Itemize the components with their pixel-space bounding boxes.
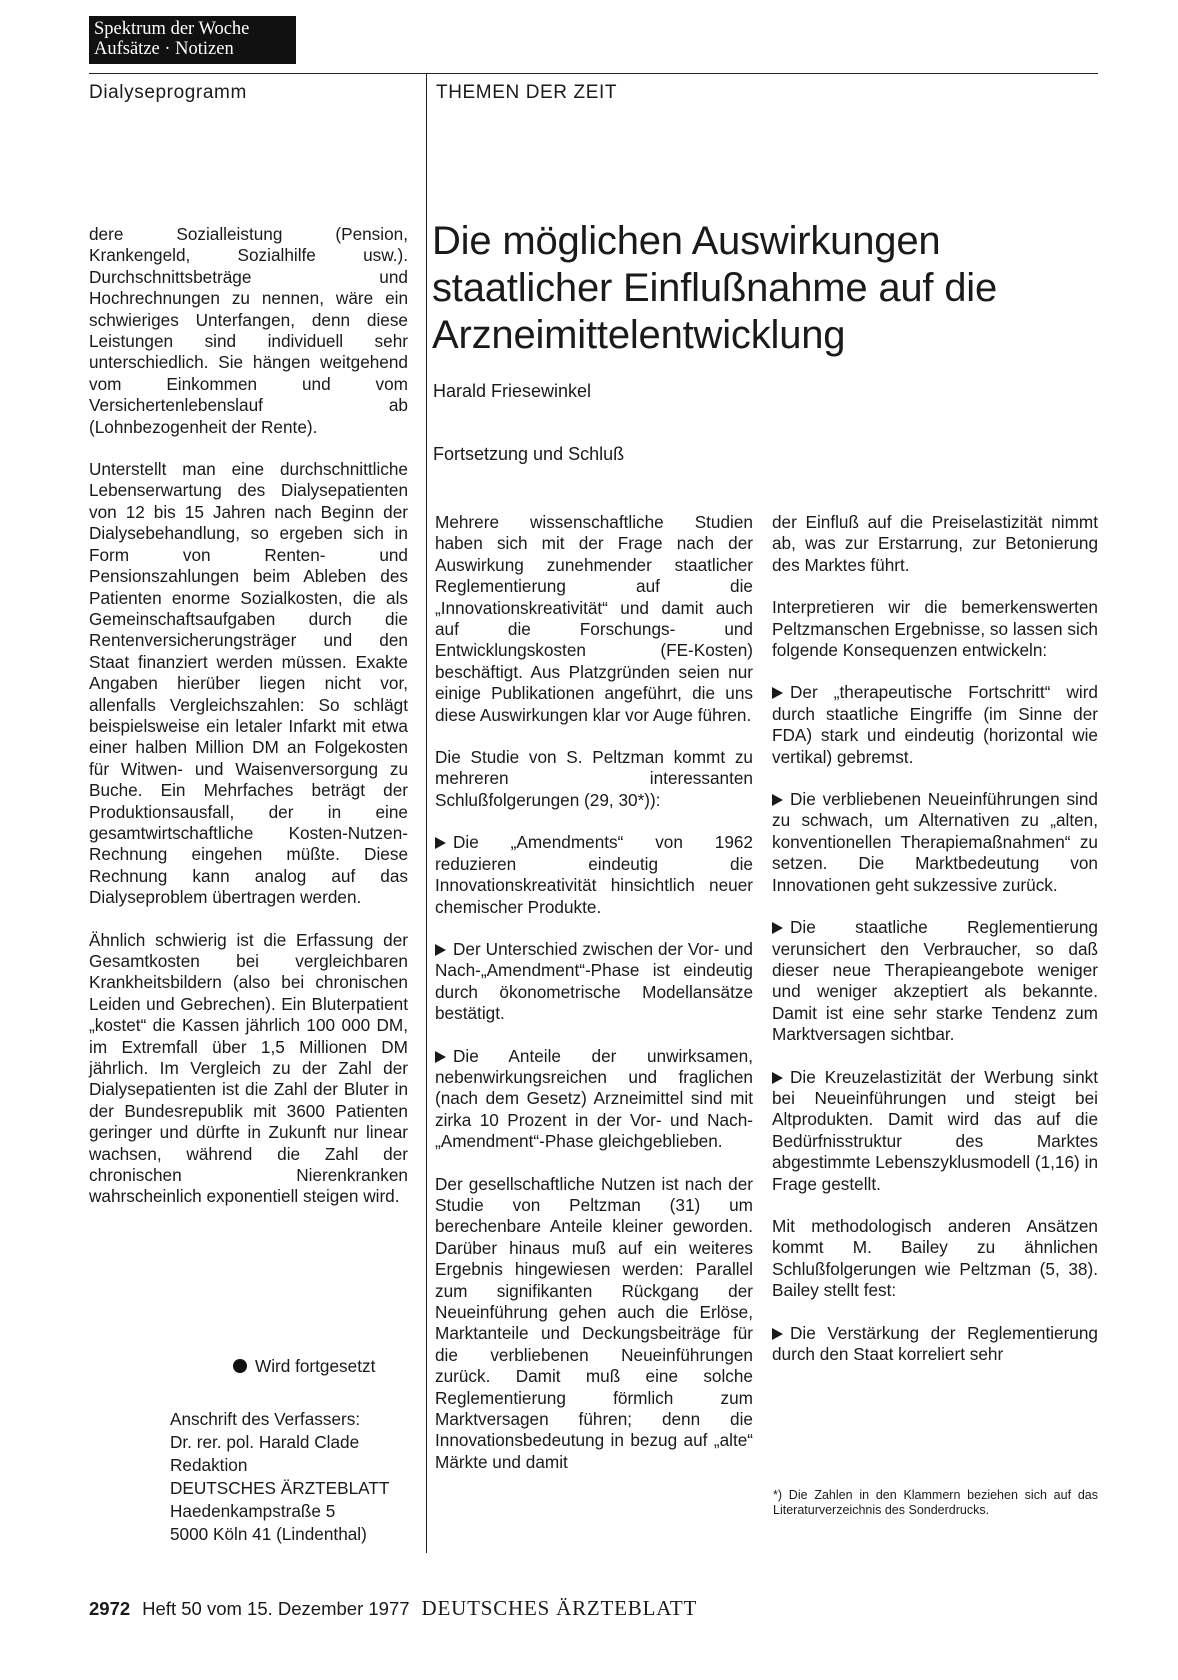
- article-title: Die möglichen Auswirkungen staatlicher Einflußnahme auf die Arzneimittelentwicklung: [432, 219, 998, 357]
- address-line: DEUTSCHES ÄRZTEBLATT: [170, 1478, 390, 1498]
- page-number: 2972: [89, 1598, 131, 1619]
- paragraph: Mehrere wissenschaftliche Studien haben sich mit der Frage nach der Auswirkung zunehmender staatlicher Reglementierung auf die „Innovationskreativität“ und damit auch auf die Forschungs- und Entwicklungskosten (FE-Kosten) beschäftigt. Aus Platzgründen seien nur einige Publikationen angeführt, die uns diese Auswirkungen klar vor Auge führen.: [435, 512, 753, 725]
- page-footer: [89, 1596, 697, 1621]
- address-line: Dr. rer. pol. Harald Clade: [170, 1432, 360, 1452]
- section-badge-line1: Spektrum der Woche: [94, 19, 250, 39]
- bullet-text: Die Verstärkung der Reglementierung durch den Staat korreliert sehr: [772, 1322, 1098, 1364]
- paragraph: Die Studie von S. Peltzman kommt zu mehreren interessanten Schlußfolgerungen (29, 30*)):: [435, 747, 753, 810]
- header-rule: [89, 73, 1098, 74]
- bullet-dot-icon: [233, 1359, 247, 1373]
- triangle-bullet-icon: [772, 1072, 783, 1084]
- address-line: Haedenkampstraße 5: [170, 1501, 336, 1521]
- bullet-text: Die staatliche Reglementierung verunsichert den Verbraucher, so daß dieser neue Therapieangebote weniger und weniger akzeptiert als bekannte. Damit ist eine sehr starke Tendenz zum Marktversagen sichtbar.: [772, 917, 1098, 1045]
- paragraph: Mit methodologisch anderen Ansätzen kommt M. Bailey zu ähnlichen Schlußfolgerungen wie Peltzman (5, 38). Bailey stellt fest:: [772, 1215, 1098, 1301]
- bullet-paragraph: [435, 939, 753, 1025]
- paragraph: Ähnlich schwierig ist die Erfassung der Gesamtkosten bei vergleichbaren Krankheitsbildern (also bei chronischen Leiden und Gebrechen). Ein Bluterpatient „kostet“ die Kassen jährlich 100 000 DM, im Extremfall über 1,5 Millionen DM jährlich. Im Vergleich zu der Zahl der Dialysepatienten ist die Zahl der Bluter in der Bundesrepublik mit 3600 Patienten geringer und dürfte in Zukunft nur linear wachsen, während die Zahl der chronischen Nierenkranken wahrscheinlich exponentiell steigen wird.: [89, 929, 408, 1207]
- magazine-name: DEUTSCHES ÄRZTEBLATT: [421, 1596, 698, 1620]
- bullet-text: Die „Amendments“ von 1962 reduzieren eindeutig die Innovationskreativität hinsichtlich neuer chemischer Produkte.: [435, 832, 753, 917]
- issue-info: Heft 50 vom 15. Dezember 1977: [142, 1598, 410, 1619]
- bullet-paragraph: [772, 789, 1098, 896]
- left-column: [89, 224, 408, 1229]
- address-line: Redaktion: [170, 1455, 248, 1475]
- triangle-bullet-icon: [772, 922, 783, 934]
- bullet-paragraph: [772, 917, 1098, 1045]
- bullet-text: Der „therapeutische Fortschritt“ wird durch staatliche Eingriffe (im Sinne der FDA) stark und eindeutig (horizontal wie vertikal) gebremst.: [772, 682, 1098, 767]
- bullet-text: Die verbliebenen Neueinführungen sind zu schwach, um Alternativen zu „alten, konventionellen Therapiemaßnahmen“ zu setzen. Die Marktbedeutung von Innovationen geht sukzessive zurück.: [772, 789, 1098, 895]
- paragraph: Interpretieren wir die bemerkenswerten Peltzmanschen Ergebnisse, so lassen sich folgende Konsequenzen entwickeln:: [772, 597, 1098, 661]
- footnote: *) Die Zahlen in den Klammern beziehen sich auf das Literaturverzeichnis des Sonderdrucks.: [773, 1488, 1098, 1517]
- address-line: 5000 Köln 41 (Lindenthal): [170, 1524, 367, 1544]
- paragraph: der Einfluß auf die Preiselastizität nimmt ab, was zur Erstarrung, zur Betonierung des Marktes führt.: [772, 512, 1098, 575]
- triangle-bullet-icon: [772, 794, 783, 806]
- paragraph: Der gesellschaftliche Nutzen ist nach der Studie von Peltzman (31) um berechenbare Anteile kleiner geworden. Darüber hinaus muß auf ein weiteres Ergebnis hingewiesen werden: Parallel zum signifikanten Rückgang der Neueinführung gehen auch die Erlöse, Marktanteile und Deckungsbeiträge für die verbliebenen Neueinführungen zurück. Damit muß eine solche Reglementierung förmlich zum Marktversagen führen; denn die Innovationsbedeutung in bezug auf „alte“ Märkte und damit: [435, 1173, 753, 1472]
- author-address: [170, 1408, 389, 1546]
- bullet-paragraph: [772, 682, 1098, 768]
- header-right: THEMEN DER ZEIT: [436, 82, 618, 103]
- address-label: Anschrift des Verfassers:: [170, 1409, 361, 1429]
- bullet-paragraph: [772, 1323, 1098, 1366]
- paragraph: dere Sozialleistung (Pension, Krankengeld, Sozialhilfe usw.). Durchschnittsbeträge und Hochrechnungen zu nennen, wäre ein schwieriges Unterfangen, denn diese Leistungen sind individuell sehr unterschiedlich. Sie hängen weitgehend vom Einkommen und vom Versichertenlebenslauf ab (Lohnbezogenheit der Rente).: [89, 224, 408, 437]
- triangle-bullet-icon: [772, 687, 783, 699]
- triangle-bullet-icon: [435, 837, 446, 849]
- column-divider: [426, 73, 427, 1553]
- middle-column: [435, 512, 753, 1494]
- bullet-paragraph: [772, 1067, 1098, 1195]
- bullet-text: Der Unterschied zwischen der Vor- und Nach-„Amendment“-Phase ist eindeutig durch ökonometrische Modellansätze bestätigt.: [435, 938, 753, 1024]
- bullet-text: Die Kreuzelastizität der Werbung sinkt bei Neueinführungen und steigt bei Altprodukten. Damit wird das auf die Bedürfnisstruktur des Marktes abgestimmte Lebenszyklusmodell (1,16) in Frage gestellt.: [772, 1066, 1098, 1194]
- bullet-paragraph: [435, 832, 753, 918]
- article-subtitle: Fortsetzung und Schluß: [433, 444, 625, 464]
- bullet-text: Die Anteile der unwirksamen, nebenwirkungsreichen und fraglichen (nach dem Gesetz) Arzneimittel sind mit zirka 10 Prozent in der Vor- und Nach-„Amendment“-Phase gleichgeblieben.: [435, 1045, 753, 1152]
- right-column: [772, 512, 1098, 1386]
- triangle-bullet-icon: [435, 944, 446, 956]
- article-author: Harald Friesewinkel: [433, 381, 592, 401]
- section-badge: [89, 16, 296, 64]
- continued-text: Wird fortgesetzt: [255, 1356, 376, 1376]
- section-badge-line2: Aufsätze · Notizen: [94, 39, 234, 59]
- continued-note: [233, 1356, 375, 1377]
- header-left: Dialyseprogramm: [89, 82, 247, 103]
- paragraph: Unterstellt man eine durchschnittliche Lebenserwartung des Dialysepatienten von 12 bis 15 Jahren nach Beginn der Dialysebehandlung, so ergeben sich in Form von Renten- und Pensionszahlungen beim Ableben des Patienten enorme Sozialkosten, die als Gemeinschaftsaufgaben durch die Rentenversicherungsträger und den Staat finanziert werden müssen. Exakte Angaben hierüber liegen nicht vor, allenfalls Vergleichszahlen: So schlägt beispielsweise ein letaler Infarkt mit etwa einer halben Million DM an Folgekosten für Witwen- und Waisenversorgung zu Buche. Ein Mehrfaches beträgt der Produktionsausfall, der in eine gesamtwirtschaftliche Kosten-Nutzen-Rechnung eingehen müßte. Diese Rechnung kann analog auf das Dialyseproblem übertragen werden.: [89, 459, 408, 908]
- triangle-bullet-icon: [772, 1328, 783, 1340]
- bullet-paragraph: [435, 1046, 753, 1153]
- triangle-bullet-icon: [435, 1051, 446, 1063]
